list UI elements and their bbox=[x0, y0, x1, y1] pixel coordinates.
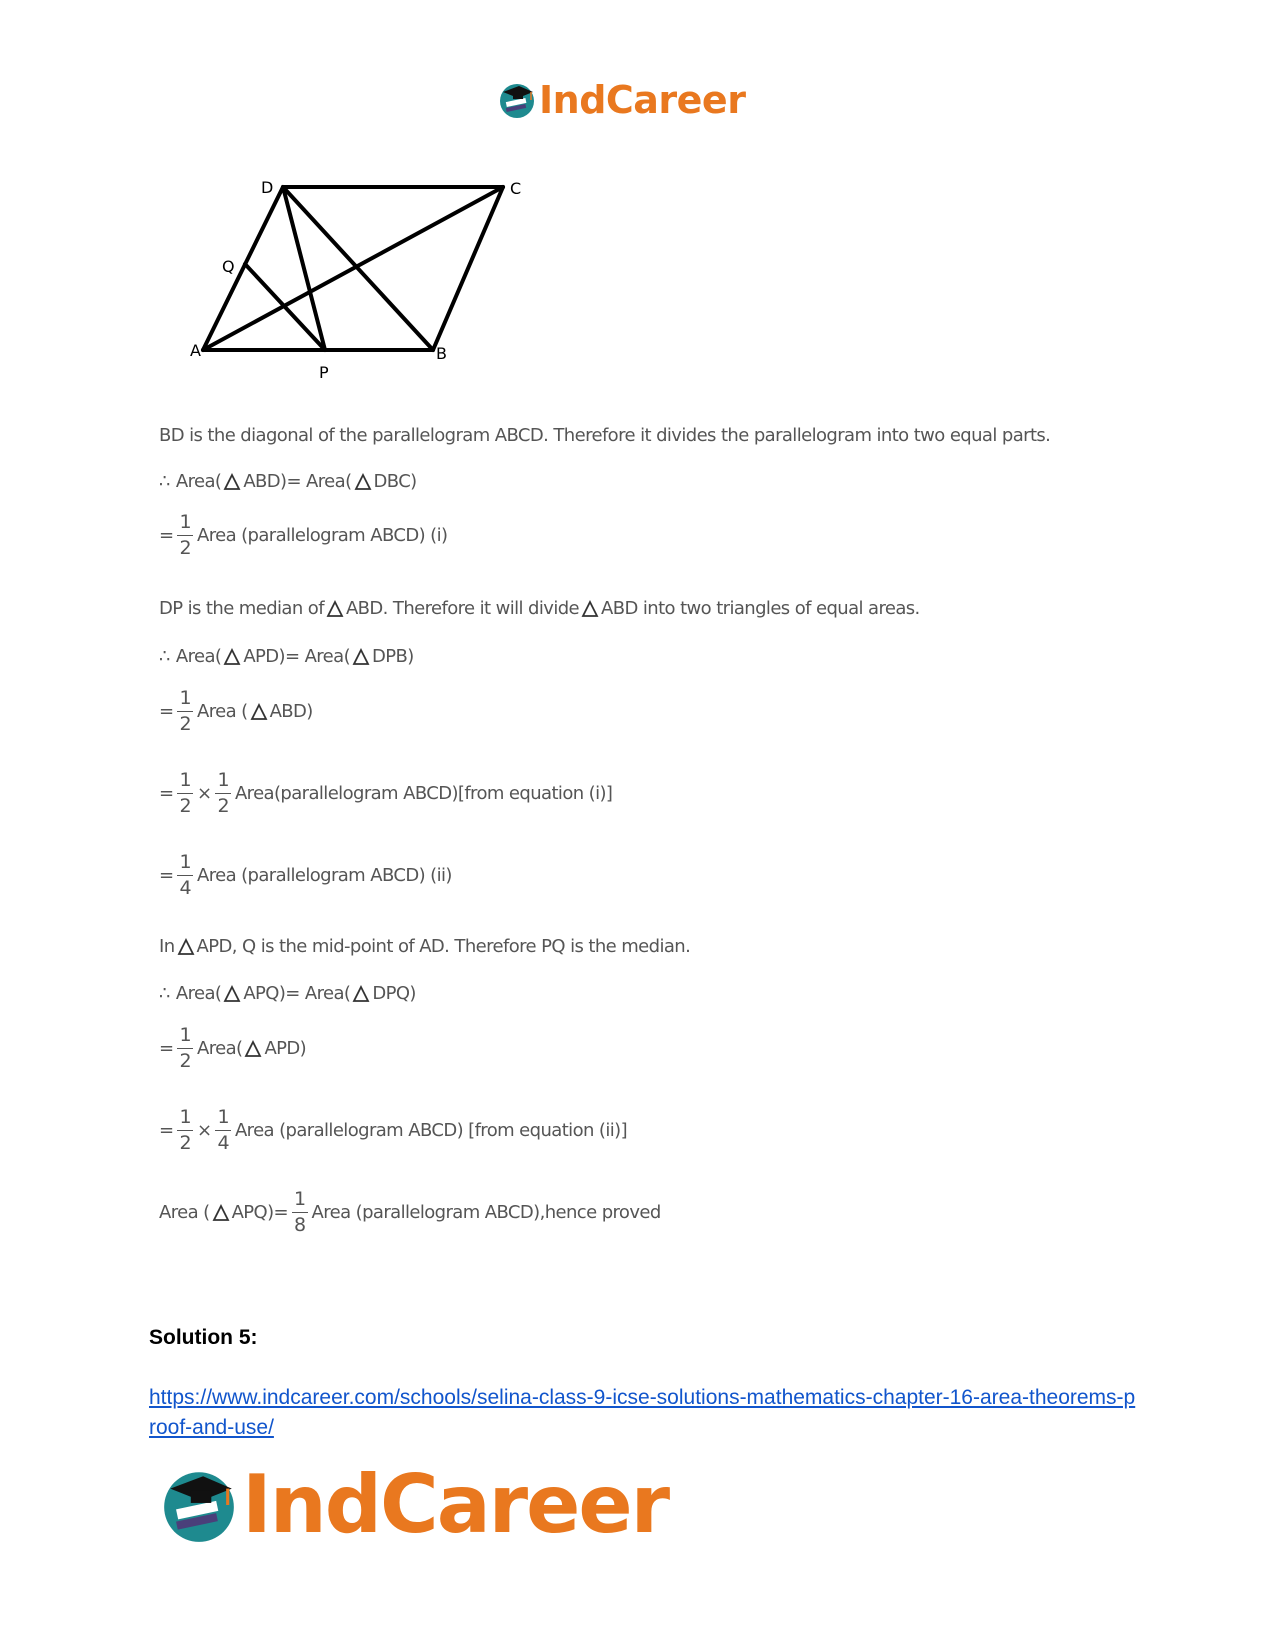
equals-sign: = bbox=[159, 1038, 174, 1059]
equals-sign: = bbox=[159, 1120, 174, 1141]
footer-logo bbox=[158, 1458, 668, 1551]
label-b: B bbox=[436, 344, 447, 363]
text-fragment: Area( bbox=[175, 471, 222, 492]
text-fragment: Area( bbox=[175, 646, 222, 667]
equation-line bbox=[159, 646, 414, 667]
denominator: 2 bbox=[179, 537, 191, 559]
text-line bbox=[159, 425, 1050, 446]
numerator: 1 bbox=[177, 771, 193, 794]
label-c: C bbox=[510, 179, 522, 198]
numerator: 1 bbox=[215, 1108, 231, 1131]
equals-sign: = bbox=[159, 783, 174, 804]
denominator: 2 bbox=[179, 1050, 191, 1072]
text-fragment: Area (parallelogram ABCD),hence proved bbox=[311, 1202, 661, 1223]
text-fragment: APD)= Area( bbox=[243, 646, 351, 667]
graduation-cap-icon bbox=[158, 1464, 240, 1546]
numerator: 1 bbox=[177, 1026, 193, 1049]
triangle-icon bbox=[223, 473, 241, 491]
fraction bbox=[177, 853, 193, 898]
equals-sign: = bbox=[159, 525, 174, 546]
times-sign: × bbox=[196, 783, 212, 804]
text-line bbox=[159, 598, 920, 619]
fraction bbox=[177, 513, 193, 558]
equation-line bbox=[159, 853, 452, 898]
fraction bbox=[215, 1108, 231, 1153]
triangle-icon bbox=[354, 473, 372, 491]
label-a: A bbox=[190, 341, 201, 360]
numerator: 1 bbox=[292, 1190, 308, 1213]
equation-line bbox=[159, 1108, 627, 1153]
fraction bbox=[292, 1190, 308, 1235]
text-fragment: Area (parallelogram ABCD) (i) bbox=[196, 525, 448, 546]
text-fragment: APD) bbox=[264, 1038, 307, 1059]
statement-text: BD is the diagonal of the parallelogram ABCD. Therefore it divides the parallelogram into two equal parts. bbox=[159, 425, 1051, 446]
text-fragment: ABD) bbox=[269, 701, 313, 722]
equation-line bbox=[159, 471, 417, 492]
denominator: 8 bbox=[294, 1214, 306, 1236]
logo-text: IndCareer bbox=[539, 78, 746, 122]
equation-line bbox=[159, 771, 612, 816]
numerator: 1 bbox=[177, 689, 193, 712]
text-fragment: DBC) bbox=[373, 471, 417, 492]
label-p: P bbox=[319, 363, 329, 382]
triangle-icon bbox=[352, 985, 370, 1003]
text-fragment: APQ)= bbox=[231, 1202, 289, 1223]
denominator: 4 bbox=[217, 1132, 229, 1154]
text-fragment: ABD. Therefore it will divide bbox=[345, 598, 580, 619]
fraction bbox=[177, 689, 193, 734]
denominator: 2 bbox=[179, 713, 191, 735]
graduation-cap-icon bbox=[497, 80, 537, 120]
equation-line bbox=[159, 1190, 661, 1235]
text-fragment: APQ)= Area( bbox=[243, 983, 351, 1004]
text-fragment: In bbox=[159, 936, 175, 957]
text-fragment: APD, Q is the mid-point of AD. Therefore PQ is the median. bbox=[196, 936, 691, 957]
numerator: 1 bbox=[177, 853, 193, 876]
text-line bbox=[159, 936, 690, 957]
numerator: 1 bbox=[215, 771, 231, 794]
text-fragment: DPB) bbox=[372, 646, 414, 667]
equation-line bbox=[159, 983, 416, 1004]
parallelogram-figure bbox=[190, 175, 550, 400]
numerator: 1 bbox=[177, 513, 193, 536]
label-d: D bbox=[261, 178, 274, 197]
denominator: 2 bbox=[179, 795, 191, 817]
fraction bbox=[177, 1108, 193, 1153]
denominator: 2 bbox=[217, 795, 229, 817]
therefore-symbol: ∴ bbox=[159, 646, 170, 667]
therefore-symbol: ∴ bbox=[159, 471, 170, 492]
text-fragment: Area( bbox=[175, 983, 222, 1004]
equals-sign: = bbox=[159, 865, 174, 886]
text-fragment: DPQ) bbox=[372, 983, 416, 1004]
triangle-icon bbox=[223, 648, 241, 666]
fraction bbox=[215, 771, 231, 816]
triangle-icon bbox=[250, 703, 268, 721]
label-q: Q bbox=[222, 257, 235, 276]
numerator: 1 bbox=[177, 1108, 193, 1131]
fraction bbox=[177, 1026, 193, 1071]
equals-sign: = bbox=[159, 701, 174, 722]
text-fragment: Area( bbox=[196, 1038, 243, 1059]
triangle-icon bbox=[581, 600, 599, 618]
text-fragment: Area ( bbox=[196, 701, 248, 722]
denominator: 2 bbox=[179, 1132, 191, 1154]
triangle-icon bbox=[244, 1040, 262, 1058]
therefore-symbol: ∴ bbox=[159, 983, 170, 1004]
text-fragment: Area (parallelogram ABCD) (ii) bbox=[196, 865, 452, 886]
equation-line bbox=[159, 513, 447, 558]
triangle-icon bbox=[352, 648, 370, 666]
text-fragment: Area(parallelogram ABCD)[from equation (i)] bbox=[234, 783, 613, 804]
text-fragment: Area (parallelogram ABCD) [from equation (ii)] bbox=[234, 1120, 627, 1141]
logo-text: IndCareer bbox=[242, 1458, 669, 1551]
solution-link[interactable]: https://www.indcareer.com/schools/selina-class-9-icse-solutions-mathematics-chapter-16-area-theorems-proof-and-use/ bbox=[149, 1386, 1136, 1439]
equation-line bbox=[159, 689, 313, 734]
triangle-icon bbox=[177, 938, 195, 956]
triangle-icon bbox=[223, 985, 241, 1003]
solution-heading: Solution 5: bbox=[149, 1326, 258, 1349]
header-logo bbox=[497, 78, 745, 122]
denominator: 4 bbox=[179, 877, 191, 899]
text-fragment: DP is the median of bbox=[159, 598, 324, 619]
times-sign: × bbox=[196, 1120, 212, 1141]
triangle-icon bbox=[326, 600, 344, 618]
fraction bbox=[177, 771, 193, 816]
equation-line bbox=[159, 1026, 306, 1071]
text-fragment: Area ( bbox=[159, 1202, 210, 1223]
triangle-icon bbox=[212, 1204, 230, 1222]
text-fragment: ABD)= Area( bbox=[243, 471, 352, 492]
text-fragment: ABD into two triangles of equal areas. bbox=[601, 598, 920, 619]
